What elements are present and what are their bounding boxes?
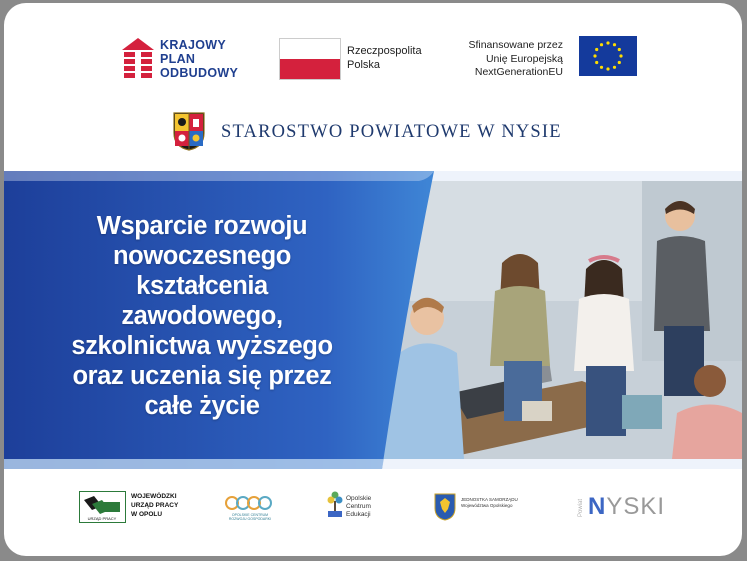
occ-logo: [222, 493, 278, 523]
occ-line: OPOLSKIE CENTRUM: [231, 513, 269, 517]
oce-tree-icon: [326, 489, 344, 521]
oce-logo-text: [346, 495, 371, 519]
kpo-logo-icon: [120, 36, 156, 80]
nyski-wordmark: [588, 493, 665, 521]
hero-title-line: kształcenia: [136, 272, 268, 300]
jst-line: JEDNOSTKA SAMORZĄDU: [461, 497, 518, 502]
poland-line: Polska: [347, 59, 381, 71]
wup-logo: [79, 491, 189, 527]
poster-card: [4, 3, 742, 556]
oce-line: Edukacji: [346, 511, 371, 518]
kpo-line: PLAN: [160, 52, 196, 66]
hero-title: [32, 211, 372, 421]
poland-logo: [279, 38, 439, 83]
coat-of-arms-icon: [172, 111, 206, 151]
wup-icon-caption: URZĄD PRACY: [87, 516, 117, 521]
hero-title-line: nowoczesnego: [113, 242, 291, 270]
hero-title-line: zawodowego,: [121, 302, 283, 330]
starostwo-header: [4, 111, 742, 157]
hero-title-line: Wsparcie rozwoju: [96, 212, 308, 240]
hero-title-line: szkolnictwa wyższego: [71, 332, 333, 360]
hero-title-line: całe życie: [144, 392, 260, 420]
eu-logo-text: [468, 39, 563, 80]
jst-logo: [434, 493, 534, 523]
poland-logo-text: [347, 44, 422, 72]
occ-logo-text: [222, 513, 278, 521]
kpo-line: ODBUDOWY: [160, 66, 239, 80]
occ-line: ROZWOJU GOSPODARKI: [228, 517, 272, 521]
top-logos-bar: [4, 3, 742, 103]
oce-line: Centrum: [346, 503, 371, 510]
jst-logo-text: [461, 497, 518, 509]
eu-line: Unię Europejską: [485, 52, 563, 65]
wup-line: WOJEWÓDZKI: [131, 493, 177, 500]
wup-logo-icon: [79, 491, 126, 523]
oce-line: Opolskie: [346, 495, 372, 502]
bottom-logos-bar: [4, 479, 742, 539]
wup-line: W OPOLU: [131, 511, 163, 518]
kpo-logo: [120, 36, 260, 86]
nyski-initial: N: [588, 493, 607, 520]
wup-logo-text: [131, 492, 178, 519]
kpo-logo-text: [160, 38, 238, 80]
powiat-prefix: Powiat: [578, 498, 584, 517]
powiat-nyski-logo: [578, 493, 678, 521]
hero-title-line: oraz uczenia się przez: [72, 362, 332, 390]
eu-flag-icon: [579, 36, 637, 76]
poland-line: Rzeczpospolita: [347, 45, 422, 57]
hero-banner: [4, 171, 742, 469]
eu-line: NextGenerationEU: [474, 66, 563, 78]
nyski-rest: YSKI: [606, 493, 666, 520]
wup-line: URZĄD PRACY: [131, 502, 179, 509]
kpo-line: KRAJOWY: [160, 38, 226, 52]
eu-line: Sfinansowane przez: [468, 39, 563, 51]
occ-logo-icon: [222, 493, 278, 513]
jst-line: Województwa Opolskiego: [461, 503, 513, 508]
starostwo-title: STAROSTWO POWIATOWE W NYSIE: [221, 122, 562, 142]
oce-logo: [326, 489, 386, 525]
opolskie-eagle-icon: [434, 493, 456, 521]
poland-flag-icon: [279, 38, 341, 80]
eu-logo: [457, 36, 637, 82]
